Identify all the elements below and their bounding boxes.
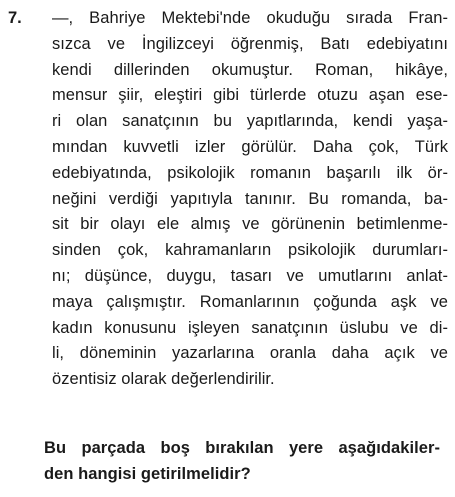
paragraph-line: sızca ve İngilizceyi öğrenmiş, Batı edebiyatını: [52, 34, 448, 53]
question-number: 7.: [8, 9, 22, 27]
prompt-line: den hangisi getirilmelidir?: [44, 464, 251, 483]
paragraph-line: mensur şiir, eleştiri gibi türlerde otuzu aşan ese-: [52, 86, 448, 105]
paragraph-line: nı; düşünce, duygu, tasarı ve umutlarını anlat-: [52, 266, 448, 285]
question-paragraph: [52, 6, 448, 393]
paragraph-line: kendi dillerinden okumuştur. Roman, hikâye,: [52, 60, 448, 79]
paragraph-line: sit bir olayı ele almış ve görünenin betimlenme-: [52, 215, 448, 234]
paragraph-line: edebiyatında, psikolojik romanın başarılı ilk ör-: [52, 163, 448, 182]
paragraph-line: neğini verdiği yapıtıyla tanınır. Bu romanda, ba-: [52, 189, 448, 208]
paragraph-line: kadın konusunu işleyen sanatçının üslubu ve di-: [52, 318, 448, 337]
paragraph-line: —, Bahriye Mektebi'nde okuduğu sırada Fran-: [52, 9, 448, 27]
question-prompt: [44, 436, 440, 488]
paragraph-line: sinden çok, kahramanların psikolojik durumları-: [52, 241, 448, 260]
paragraph-line: özentisiz olarak değerlendirilir.: [52, 370, 275, 389]
paragraph-line: li, döneminin yazarlarına oranla daha açık ve: [52, 344, 448, 363]
prompt-line: Bu parçada boş bırakılan yere aşağıdakiler-: [44, 439, 440, 457]
paragraph-line: ri olan sanatçının bu yapıtlarında, kendi yaşa-: [52, 112, 448, 131]
paragraph-line: mından kuvvetli izler görülür. Daha çok, Türk: [52, 137, 448, 156]
paragraph-line: maya çalışmıştır. Romanlarının çoğunda aşk ve: [52, 292, 448, 311]
